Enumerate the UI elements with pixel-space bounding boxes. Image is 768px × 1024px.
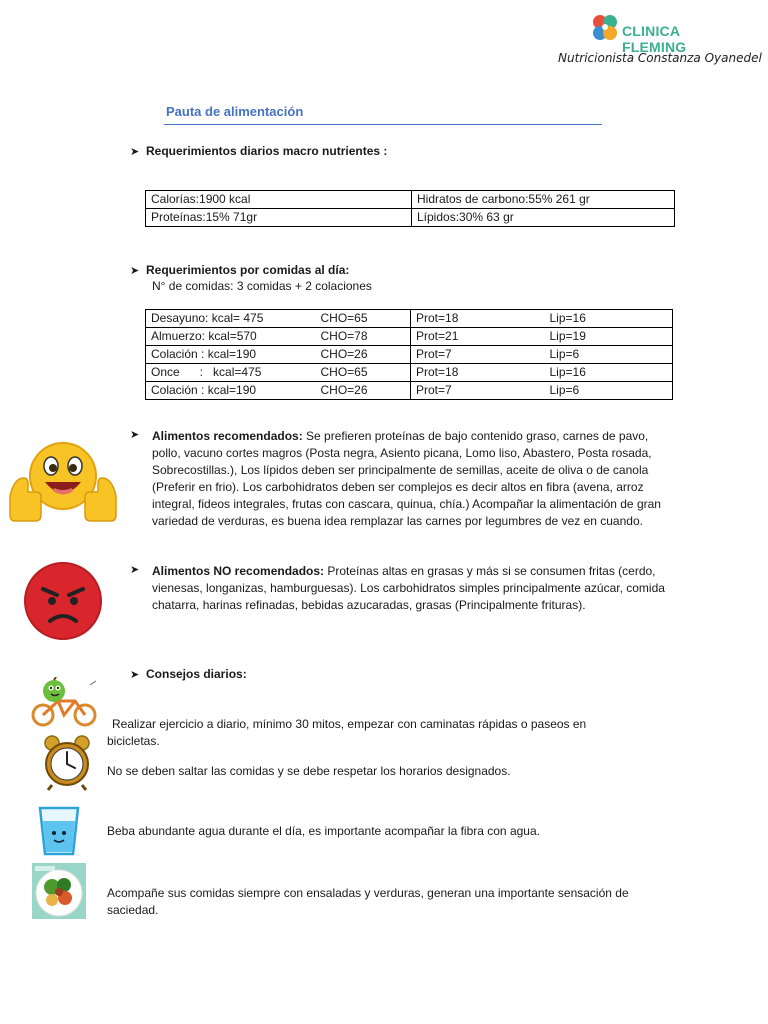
not-recommended-section bbox=[130, 563, 665, 614]
meals-table bbox=[145, 309, 673, 400]
recommended-label: Alimentos recomendados: bbox=[152, 429, 303, 443]
meals-heading-text: Requerimientos por comidas al día: bbox=[146, 263, 350, 277]
arrow-bullet-icon: ➤ bbox=[130, 429, 140, 441]
clover-logo-icon bbox=[590, 12, 620, 46]
table-cell: Prot=7 bbox=[411, 346, 545, 364]
recommended-text: Se prefieren proteínas de bajo contenido graso, carnes de pavo, pollo, vacuno cortes magros (Posta negra, Asiento picana, Lomo liso, Abastero, Posta rosada, Sobrecostillas.), Los lípidos deben ser principalmente de semillas, aceite de oliva o de canola (Preferir en frio). Los carbohidratos deben ser complejos es decir altos en fibra (avena, arroz integral, fideos integrales, frutas con cascara, quinua, chía.) Acompañar la alimentación de gran variedad de verduras, es buena idea remplazar las carnes por legumbres de vez en cuando. bbox=[152, 429, 661, 528]
meals-count: N° de comidas: 3 comidas + 2 colaciones bbox=[152, 279, 372, 293]
arrow-bullet-icon: ➤ bbox=[130, 669, 140, 681]
table-cell: Proteínas:15% 71gr bbox=[146, 209, 412, 227]
alarm-clock-icon bbox=[42, 735, 92, 791]
salad-plate-icon bbox=[32, 863, 86, 919]
page-title: Pauta de alimentación bbox=[166, 104, 304, 119]
tip-text: Acompañe sus comidas siempre con ensaladas y verduras, generan una importante sensación de saciedad. bbox=[107, 886, 629, 917]
table-cell: CHO=65 bbox=[316, 364, 411, 382]
table-cell: Lip=6 bbox=[545, 346, 673, 364]
table-cell: Prot=21 bbox=[411, 328, 545, 346]
table-cell: Lípidos:30% 63 gr bbox=[412, 209, 675, 227]
recommended-paragraph bbox=[152, 428, 665, 530]
table-row bbox=[146, 364, 673, 382]
table-row bbox=[146, 382, 673, 400]
arrow-bullet-icon: ➤ bbox=[130, 146, 140, 158]
brand-name: CLINICA FLEMING bbox=[622, 23, 687, 55]
table-cell: CHO=78 bbox=[316, 328, 411, 346]
table-cell: CHO=65 bbox=[316, 310, 411, 328]
table-cell: CHO=26 bbox=[316, 346, 411, 364]
table-row bbox=[146, 346, 673, 364]
table-cell: Lip=16 bbox=[545, 364, 673, 382]
title-rule bbox=[164, 124, 602, 125]
table-cell: Once : kcal=475 bbox=[146, 364, 316, 382]
macro-heading bbox=[130, 144, 387, 158]
macro-heading-text: Requerimientos diarios macro nutrientes : bbox=[146, 144, 388, 158]
table-cell: Prot=7 bbox=[411, 382, 545, 400]
meals-heading bbox=[130, 263, 349, 277]
table-cell: Almuerzo: kcal=570 bbox=[146, 328, 316, 346]
clinic-logo bbox=[590, 12, 740, 55]
table-cell: CHO=26 bbox=[316, 382, 411, 400]
table-cell: Calorías:1900 kcal bbox=[146, 191, 412, 209]
recommended-section bbox=[130, 428, 665, 530]
tip-text: Beba abundante agua durante el día, es importante acompañar la fibra con agua. bbox=[107, 824, 540, 838]
tip-text: Realizar ejercicio a diario, mínimo 30 mitos, empezar con caminatas rápidas o paseos en bicicletas. bbox=[107, 717, 587, 748]
table-cell: Prot=18 bbox=[411, 310, 545, 328]
table-cell: Lip=6 bbox=[545, 382, 673, 400]
table-row bbox=[146, 328, 673, 346]
table-cell: Hidratos de carbono:55% 261 gr bbox=[412, 191, 675, 209]
nutritionist-name: Nutricionista Constanza Oyanedel bbox=[558, 51, 762, 65]
tips-heading-text: Consejos diarios: bbox=[146, 667, 247, 681]
tips-heading bbox=[130, 667, 247, 681]
table-cell: Colación : kcal=190 bbox=[146, 346, 316, 364]
thumbs-up-smiley-icon bbox=[8, 436, 118, 526]
table-row bbox=[146, 191, 675, 209]
table-cell: Colación : kcal=190 bbox=[146, 382, 316, 400]
arrow-bullet-icon: ➤ bbox=[130, 265, 140, 277]
tip-meals bbox=[107, 763, 647, 780]
angry-face-icon bbox=[23, 561, 103, 641]
bicycle-apple-icon bbox=[30, 677, 100, 727]
table-cell: Lip=19 bbox=[545, 328, 673, 346]
table-cell: Desayuno: kcal= 475 bbox=[146, 310, 316, 328]
not-recommended-paragraph bbox=[152, 563, 665, 614]
tip-exercise bbox=[107, 716, 627, 750]
table-cell: Prot=18 bbox=[411, 364, 545, 382]
arrow-bullet-icon: ➤ bbox=[130, 564, 140, 576]
table-row bbox=[146, 310, 673, 328]
not-recommended-text: Proteínas altas en grasas y más si se consumen fritas (cerdo, vienesas, longanizas, hamburguesas). Los carbohidratos simples principalmente azúcar, comida chatarra, harinas refinadas, bebidas azucaradas, grasas (Principalmente frituras). bbox=[152, 564, 665, 612]
table-row bbox=[146, 209, 675, 227]
tip-salads bbox=[107, 885, 667, 919]
not-recommended-label: Alimentos NO recomendados: bbox=[152, 564, 325, 578]
tip-water bbox=[107, 823, 647, 840]
macro-table bbox=[145, 190, 675, 227]
tip-text: No se deben saltar las comidas y se debe respetar los horarios designados. bbox=[107, 764, 511, 778]
table-cell: Lip=16 bbox=[545, 310, 673, 328]
water-glass-icon bbox=[37, 805, 81, 857]
